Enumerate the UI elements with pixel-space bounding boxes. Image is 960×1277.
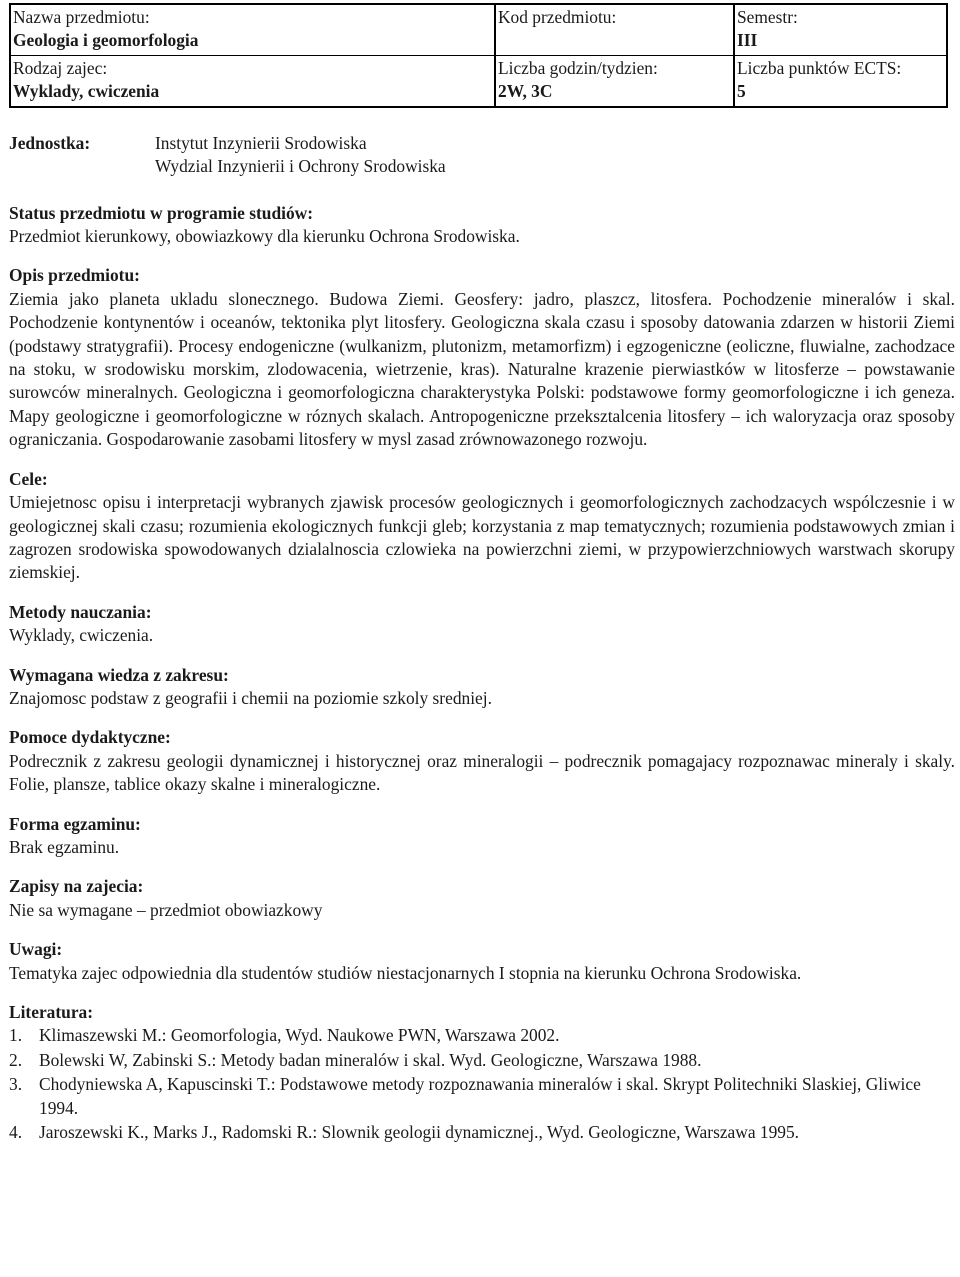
literature-item bbox=[9, 1049, 955, 1072]
semester-cell bbox=[734, 4, 947, 55]
enrollment-heading: Zapisy na zajecia: bbox=[9, 876, 144, 897]
requirements-heading: Wymagana wiedza z zakresu: bbox=[9, 664, 229, 685]
exam-form-section bbox=[9, 813, 955, 860]
course-name-cell bbox=[10, 4, 495, 55]
literature-item bbox=[9, 1073, 955, 1120]
literature-section bbox=[9, 1001, 955, 1144]
class-type-value: Wyklady, cwiczenia bbox=[13, 81, 160, 102]
literature-list bbox=[9, 1024, 955, 1144]
teaching-aids-section bbox=[9, 726, 955, 796]
class-type-cell bbox=[10, 55, 495, 106]
enrollment-section bbox=[9, 875, 955, 922]
requirements-section bbox=[9, 664, 955, 711]
course-name-label: Nazwa przedmiotu: bbox=[13, 7, 150, 27]
methods-text: Wyklady, cwiczenia. bbox=[9, 625, 154, 646]
goals-heading: Cele: bbox=[9, 468, 48, 489]
literature-heading: Literatura: bbox=[9, 1002, 94, 1022]
literature-item-number: 1. bbox=[9, 1025, 23, 1046]
literature-item-text: Chodyniewska A, Kapuscinski T.: Podstawowe metody rozpoznawania mineralów i skal. Skrypt Politechniki Slaskiej, Gliwice 1994. bbox=[39, 1074, 921, 1118]
hours-label: Liczba godzin/tydzien: bbox=[498, 57, 658, 78]
hours-cell bbox=[495, 55, 734, 106]
literature-item-text: Klimaszewski M.: Geomorfologia, Wyd. Naukowe PWN, Warszawa 2002. bbox=[39, 1025, 560, 1046]
teaching-aids-text: Podrecznik z zakresu geologii dynamicznej i historycznej oraz mineralogii – podrecznik pomagajacy rozpoznawac mineraly i skaly. Folie, plansze, tablice okazy skalne i mineralogiczne. bbox=[9, 750, 955, 795]
goals-text: Umiejetnosc opisu i interpretacji wybranych zjawisk procesów geologicznych i geomorfologicznych zachodzacych wspólczesnie i w geologicznej skali czasu; rozumienia ekologicznych funkcji gleb; korzystania z map tematycznych; rozumienia podstawowych zmian i zagrozen srodowiska spowodowanych dzialalnoscia czlowieka na powierzchni ziemi, w przypowierzchniowych warstwach skorupy ziemskiej. bbox=[9, 492, 955, 583]
status-heading: Status przedmiotu w programie studiów: bbox=[9, 202, 314, 223]
literature-item-number: 2. bbox=[9, 1049, 23, 1070]
unit-label: Jednostka: bbox=[9, 132, 91, 153]
description-heading: Opis przedmiotu: bbox=[9, 265, 140, 286]
methods-heading: Metody nauczania: bbox=[9, 601, 152, 622]
class-type-label: Rodzaj zajec: bbox=[13, 57, 108, 78]
ects-value: 5 bbox=[737, 81, 746, 102]
literature-item-number: 3. bbox=[9, 1074, 23, 1095]
course-name-value: Geologia i geomorfologia bbox=[13, 30, 199, 51]
course-code-cell bbox=[495, 4, 734, 55]
notes-section bbox=[9, 938, 955, 985]
goals-section bbox=[9, 468, 955, 585]
status-section bbox=[9, 202, 955, 249]
exam-form-heading: Forma egzaminu: bbox=[9, 813, 141, 834]
notes-text: Tematyka zajec odpowiednia dla studentów studiów niestacjonarnych I stopnia na kierunku Ochrona Srodowiska. bbox=[9, 962, 802, 983]
semester-value: III bbox=[737, 30, 758, 51]
literature-item bbox=[9, 1121, 955, 1144]
literature-item-number: 4. bbox=[9, 1122, 23, 1143]
unit-block bbox=[9, 132, 955, 202]
semester-label: Semestr: bbox=[737, 7, 798, 27]
hours-value: 2W, 3C bbox=[498, 81, 553, 102]
course-sheet bbox=[9, 3, 955, 1145]
description-section bbox=[9, 264, 955, 451]
ects-label: Liczba punktów ECTS: bbox=[737, 57, 902, 78]
status-text: Przedmiot kierunkowy, obowiazkowy dla kierunku Ochrona Srodowiska. bbox=[9, 226, 520, 247]
description-text: Ziemia jako planeta ukladu slonecznego. Budowa Ziemi. Geosfery: jadro, plaszcz, litosfera. Pochodzenie mineralów i skal. Pochodzenie kontynentów i oceanów, tektonika plyt litosfery. Geologiczna skala czasu i sposoby datowania zdarzen w historii Ziemi (podstawy stratygrafii). Procesy endogeniczne (wulkanizm, plutonizm, metamorfizm) i egzogeniczne (eoliczne, fluwialne, zachodzace na stoku, w srodowisku morskim, zlodowacenia, wietrzenie, kras). Naturalne krazenie pierwiastków w litosferze – powstawanie surowców mineralnych. Geologiczna i geomorfologiczna charakterystyka Polski: podstawowe formy geomorfologiczne i ich geneza. Mapy geologiczne i geomorfologiczne w róznych skalach. Antropogeniczne przeksztalcenia litosfery – ich waloryzacja oraz sposoby ograniczania. Gospodarowanie zasobami litosfery w mysl zasad zrównowazonego rozwoju. bbox=[9, 288, 955, 450]
literature-item-text: Jaroszewski K., Marks J., Radomski R.: Slownik geologii dynamicznej., Wyd. Geologiczne, Warszawa 1995. bbox=[39, 1122, 800, 1143]
enrollment-text: Nie sa wymagane – przedmiot obowiazkowy bbox=[9, 899, 323, 920]
course-code-label: Kod przedmiotu: bbox=[498, 7, 617, 27]
notes-heading: Uwagi: bbox=[9, 939, 63, 960]
ects-cell bbox=[734, 55, 947, 106]
requirements-text: Znajomosc podstaw z geografii i chemii na poziomie szkoly sredniej. bbox=[9, 687, 492, 708]
unit-institute: Instytut Inzynierii Srodowiska bbox=[155, 132, 367, 153]
course-header-table bbox=[9, 3, 948, 108]
methods-section bbox=[9, 601, 955, 648]
literature-item-text: Bolewski W, Zabinski S.: Metody badan mineralów i skal. Wyd. Geologiczne, Warszawa 1988. bbox=[39, 1049, 702, 1070]
teaching-aids-heading: Pomoce dydaktyczne: bbox=[9, 727, 171, 748]
literature-item bbox=[9, 1024, 955, 1047]
unit-faculty: Wydzial Inzynierii i Ochrony Srodowiska bbox=[155, 156, 446, 177]
exam-form-text: Brak egzaminu. bbox=[9, 836, 120, 857]
